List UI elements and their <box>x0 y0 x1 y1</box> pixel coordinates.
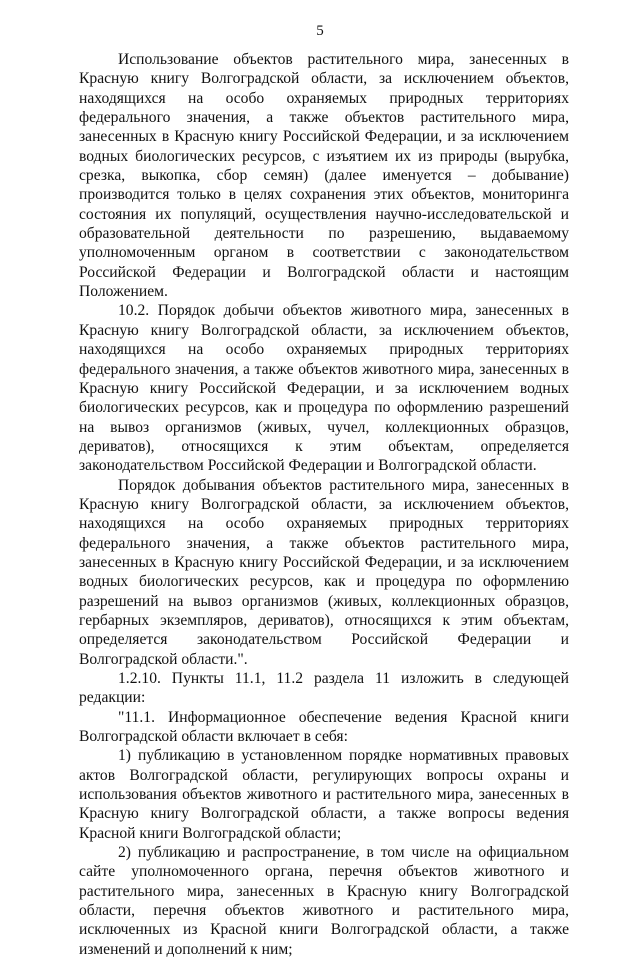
list-item-2-distribution: 2) публикацию и распространение, в том числе на официальном сайте уполномоченного органа, перечня объектов животного и растительного мира, занесенных в Красную книгу Волгоградской области, перечня объектов животного и растительного мира, исключенных из Красной книги Волгоградской области, а также изменений и дополнений к ним; <box>79 844 569 958</box>
paragraph-plant-use: Использование объектов растительного мира, занесенных в Красную книгу Волгоградской области, за исключением объектов, находящихся на особо охраняемых природных территориях федерального значения, а также объектов растительного мира, занесенных в Красную книгу Российской Федерации, и за исключением водных биологических ресурсов, с изъятием их из природы (вырубка, срезка, выкопка, сбор семян) (далее именуется – добывание) производится только в целях сохранения этих объектов, мониторинга состояния их популяций, осуществления научно-исследовательской и образовательной деятельности по разрешению, выдаваемому уполномоченным органом в соответствии с законодательством Российской Федерации и Волгоградской области и настоящим Положением. <box>79 51 569 301</box>
paragraph-plant-procedure: Порядок добывания объектов растительного мира, занесенных в Красную книгу Волгоградской области, за исключением объектов, находящихся на особо охраняемых природных территориях федерального значения, а также объектов растительного мира, занесенных в Красную книгу Российской Федерации, и за исключением водных биологических ресурсов, как и процедура по оформлению разрешений на вывоз организмов (живых, коллекционных образцов, гербарных экземпляров, дериватов), относящихся к этим объектам, определяется законодательством Российской Федерации и Волгоградской области.". <box>79 476 569 668</box>
paragraph-1-2-10: 1.2.10. Пункты 11.1, 11.2 раздела 11 изложить в следующей редакции: <box>79 670 569 707</box>
paragraph-11-1: "11.1. Информационное обеспечение ведения Красной книги Волгоградской области включает в себя: <box>79 708 569 746</box>
document-body <box>79 50 569 959</box>
paragraph-10-2-animal-procedure: 10.2. Порядок добычи объектов животного мира, занесенных в Красную книгу Волгоградской области, за исключением объектов, находящихся на особо охраняемых природных территориях федерального значения, а также объектов животного мира, занесенных в Красную книгу Российской Федерации, и за исключением водных биологических ресурсов, как и процедура по оформлению разрешений на вывоз организмов (живых, чучел, коллекционных образцов, дериватов), относящихся к этим объектам, определяется законодательством Российской Федерации и Волгоградской области. <box>79 302 569 475</box>
page-number: 5 <box>316 23 324 39</box>
list-item-1-publication: 1) публикацию в установленном порядке нормативных правовых актов Волгоградской области, регулирующих вопросы охраны и использования объектов животного и растительного мира, занесенных в Красную книгу Волгоградской области, а также вопросы ведения Красной книги Волгоградской области; <box>79 747 569 842</box>
